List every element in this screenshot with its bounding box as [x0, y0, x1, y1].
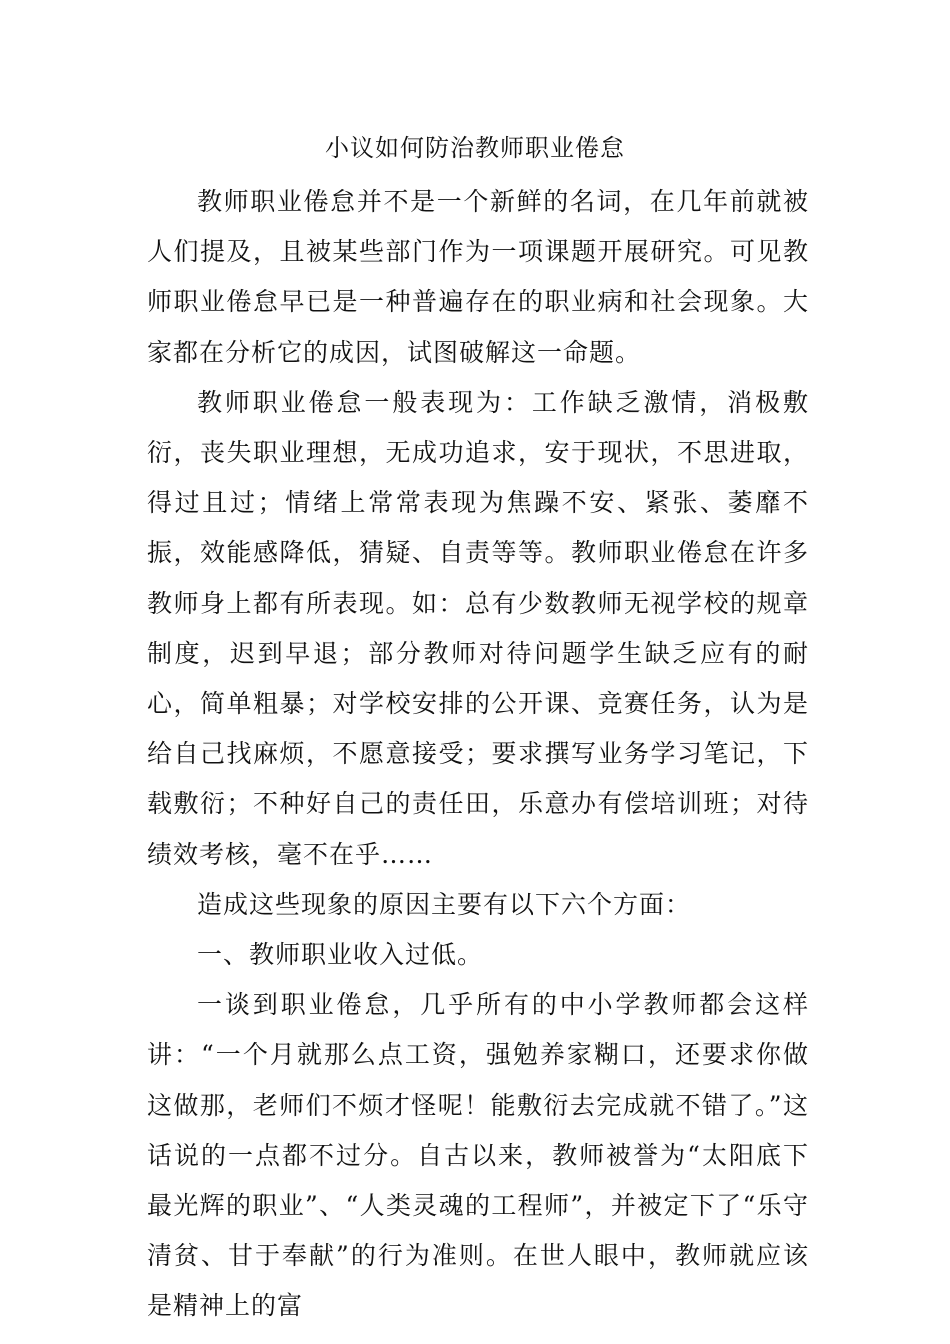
paragraph-cause-1: 一谈到职业倦怠，几乎所有的中小学教师都会这样讲：“一个月就那么点工资，强勉养家糊口，还要求你做这做那，老师们不烦才怪呢！能敷衍去完成就不错了。”这话说的一点都不过分。自古以来，教师被誉为“太阳底下最光辉的职业”、“人类灵魂的工程师”，并被定下了“乐守清贫、甘于奉献”的行为准则。在世人眼中，教师就应该是精神上的富: [147, 990, 809, 1321]
paragraph-causes-intro: 造成这些现象的原因主要有以下六个方面：: [197, 889, 692, 919]
paragraph-cause-heading-1: 一、教师职业收入过低。: [197, 940, 484, 970]
document-title: 小议如何防治教师职业倦怠: [325, 134, 625, 162]
paragraph-symptoms: 教师职业倦怠一般表现为：工作缺乏激情，消极敷衍，丧失职业理想，无成功追求，安于现状，不思进取，得过且过；情绪上常常表现为焦躁不安、紧张、萎靡不振，效能感降低，猜疑、自责等等。教师职业倦怠在许多教师身上都有所表现。如：总有少数教师无视学校的规章制度，迟到早退；部分教师对待问题学生缺乏应有的耐心，简单粗暴；对学校安排的公开课、竞赛任务，认为是给自己找麻烦，不愿意接受；要求撰写业务学习笔记，下载敷衍；不种好自己的责任田，乐意办有偿培训班；对待绩效考核，毫不在乎……: [147, 387, 809, 869]
document-body: [147, 177, 809, 1332]
paragraph-intro: 教师职业倦怠并不是一个新鲜的名词，在几年前就被人们提及，且被某些部门作为一项课题开展研究。可见教师职业倦怠早已是一种普遍存在的职业病和社会现象。大家都在分析它的成因，试图破解这一命题。: [147, 187, 809, 367]
